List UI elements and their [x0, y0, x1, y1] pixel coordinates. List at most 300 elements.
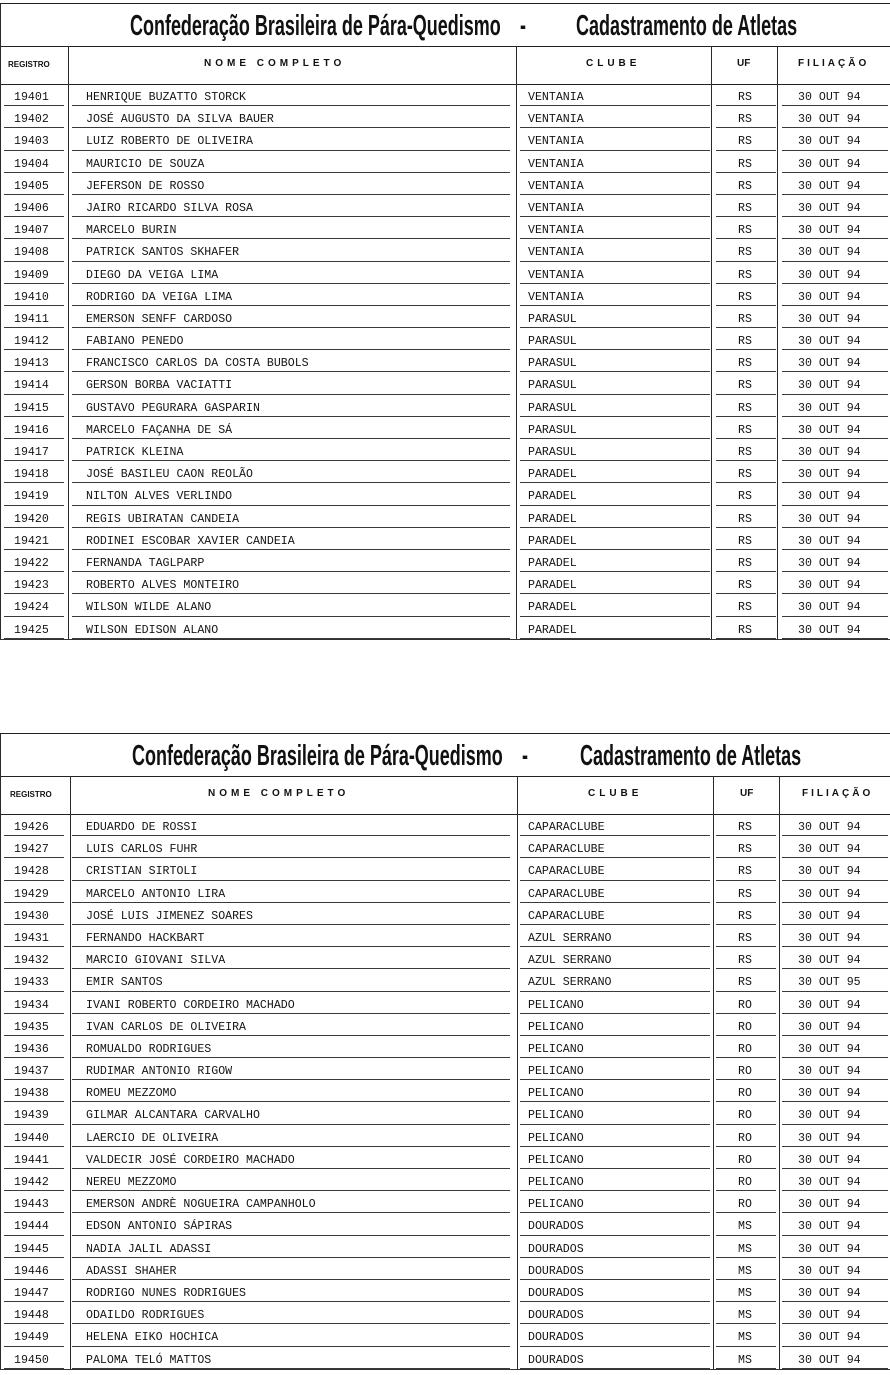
athlete-row: [0, 1213, 890, 1235]
cell-uf: RS: [716, 217, 776, 239]
cell-filiacao: 30 OUT 94: [782, 1324, 888, 1346]
cell-clube: DOURADOS: [520, 1324, 710, 1346]
title-section: Cadastramento de Atletas: [580, 740, 802, 772]
cell-uf: RO: [716, 1036, 776, 1058]
athlete-row: [0, 195, 890, 217]
cell-clube: PARADEL: [520, 461, 710, 483]
cell-registro: 19409: [4, 262, 64, 284]
cell-filiacao: 30 OUT 94: [782, 1102, 888, 1124]
cell-registro: 19420: [4, 506, 64, 528]
cell-registro: 19416: [4, 417, 64, 439]
athlete-row: [0, 439, 890, 461]
cell-filiacao: 30 OUT 94: [782, 1058, 888, 1080]
cell-nome: EMERSON ANDRÈ NOGUEIRA CAMPANHOLO: [72, 1191, 510, 1213]
cell-uf: RO: [716, 1125, 776, 1147]
cell-nome: ODAILDO RODRIGUES: [72, 1302, 510, 1324]
header-nome: NOME COMPLETO: [208, 788, 350, 799]
cell-clube: PARADEL: [520, 528, 710, 550]
cell-nome: JOSÉ LUIS JIMENEZ SOARES: [72, 903, 510, 925]
cell-filiacao: 30 OUT 94: [782, 925, 888, 947]
cell-uf: RO: [716, 1014, 776, 1036]
cell-nome: MARCIO GIOVANI SILVA: [72, 947, 510, 969]
cell-clube: PARASUL: [520, 439, 710, 461]
cell-uf: MS: [716, 1213, 776, 1235]
cell-filiacao: 30 OUT 94: [782, 858, 888, 880]
cell-registro: 19429: [4, 881, 64, 903]
athlete-row: [0, 284, 890, 306]
cell-registro: 19436: [4, 1036, 64, 1058]
cell-clube: PARADEL: [520, 594, 710, 616]
cell-registro: 19414: [4, 372, 64, 394]
cell-uf: RO: [716, 1058, 776, 1080]
cell-filiacao: 30 OUT 94: [782, 284, 888, 306]
athlete-row: [0, 528, 890, 550]
cell-uf: RS: [716, 506, 776, 528]
cell-clube: PARASUL: [520, 328, 710, 350]
cell-filiacao: 30 OUT 94: [782, 483, 888, 505]
cell-registro: 19442: [4, 1169, 64, 1191]
cell-nome: LAERCIO DE OLIVEIRA: [72, 1125, 510, 1147]
cell-filiacao: 30 OUT 94: [782, 106, 888, 128]
header-nome: NOME COMPLETO: [204, 58, 346, 69]
cell-registro: 19445: [4, 1236, 64, 1258]
cell-nome: ROBERTO ALVES MONTEIRO: [72, 572, 510, 594]
cell-uf: RO: [716, 1169, 776, 1191]
cell-nome: FERNANDA TAGLPARP: [72, 550, 510, 572]
cell-registro: 19431: [4, 925, 64, 947]
cell-clube: PELICANO: [520, 1102, 710, 1124]
cell-filiacao: 30 OUT 94: [782, 1147, 888, 1169]
cell-uf: MS: [716, 1236, 776, 1258]
cell-registro: 19423: [4, 572, 64, 594]
cell-filiacao: 30 OUT 94: [782, 372, 888, 394]
cell-uf: RS: [716, 239, 776, 261]
cell-uf: RS: [716, 306, 776, 328]
cell-nome: JAIRO RICARDO SILVA ROSA: [72, 195, 510, 217]
cell-uf: RO: [716, 1191, 776, 1213]
cell-nome: GERSON BORBA VACIATTI: [72, 372, 510, 394]
athlete-row: [0, 858, 890, 880]
cell-uf: RS: [716, 925, 776, 947]
column-headers: [0, 776, 890, 815]
cell-uf: RS: [716, 173, 776, 195]
cell-filiacao: 30 OUT 94: [782, 506, 888, 528]
cell-filiacao: 30 OUT 94: [782, 173, 888, 195]
title-organization: Confederação Brasileira de Pára-Quedismo: [132, 740, 503, 772]
athlete-row: [0, 461, 890, 483]
athlete-row: [0, 1036, 890, 1058]
cell-nome: PATRICK KLEINA: [72, 439, 510, 461]
cell-registro: 19418: [4, 461, 64, 483]
cell-nome: RUDIMAR ANTONIO RIGOW: [72, 1058, 510, 1080]
title-section: Cadastramento de Atletas: [576, 10, 798, 42]
cell-registro: 19406: [4, 195, 64, 217]
cell-filiacao: 30 OUT 94: [782, 903, 888, 925]
cell-uf: RS: [716, 881, 776, 903]
cell-uf: RS: [716, 947, 776, 969]
registration-sheet-2: [0, 733, 890, 1370]
cell-filiacao: 30 OUT 94: [782, 1280, 888, 1302]
athlete-row: [0, 306, 890, 328]
cell-clube: CAPARACLUBE: [520, 881, 710, 903]
cell-nome: FERNANDO HACKBART: [72, 925, 510, 947]
cell-nome: REGIS UBIRATAN CANDEIA: [72, 506, 510, 528]
cell-registro: 19432: [4, 947, 64, 969]
cell-nome: JOSÉ BASILEU CAON REOLÃO: [72, 461, 510, 483]
cell-nome: ROMUALDO RODRIGUES: [72, 1036, 510, 1058]
athlete-row: [0, 1102, 890, 1124]
cell-nome: CRISTIAN SIRTOLI: [72, 858, 510, 880]
cell-nome: GILMAR ALCANTARA CARVALHO: [72, 1102, 510, 1124]
athlete-row: [0, 417, 890, 439]
athlete-row: [0, 1324, 890, 1346]
cell-registro: 19422: [4, 550, 64, 572]
cell-nome: VALDECIR JOSÉ CORDEIRO MACHADO: [72, 1147, 510, 1169]
cell-uf: RS: [716, 572, 776, 594]
athlete-row: [0, 594, 890, 616]
cell-clube: CAPARACLUBE: [520, 814, 710, 836]
cell-uf: RS: [716, 461, 776, 483]
cell-nome: EMERSON SENFF CARDOSO: [72, 306, 510, 328]
cell-registro: 19437: [4, 1058, 64, 1080]
cell-nome: FRANCISCO CARLOS DA COSTA BUBOLS: [72, 350, 510, 372]
cell-clube: VENTANIA: [520, 106, 710, 128]
cell-filiacao: 30 OUT 94: [782, 306, 888, 328]
cell-filiacao: 30 OUT 94: [782, 836, 888, 858]
cell-clube: VENTANIA: [520, 217, 710, 239]
cell-nome: WILSON EDISON ALANO: [72, 617, 510, 639]
cell-uf: MS: [716, 1347, 776, 1369]
cell-uf: RS: [716, 195, 776, 217]
cell-filiacao: 30 OUT 94: [782, 239, 888, 261]
athlete-row: [0, 483, 890, 505]
cell-clube: VENTANIA: [520, 284, 710, 306]
cell-filiacao: 30 OUT 94: [782, 528, 888, 550]
cell-registro: 19444: [4, 1213, 64, 1235]
cell-filiacao: 30 OUT 94: [782, 1014, 888, 1036]
athlete-row: [0, 1191, 890, 1213]
cell-registro: 19426: [4, 814, 64, 836]
cell-clube: CAPARACLUBE: [520, 903, 710, 925]
cell-nome: ADASSI SHAHER: [72, 1258, 510, 1280]
cell-uf: RS: [716, 284, 776, 306]
athlete-row: [0, 1347, 890, 1369]
cell-clube: PELICANO: [520, 1014, 710, 1036]
cell-clube: VENTANIA: [520, 173, 710, 195]
cell-filiacao: 30 OUT 94: [782, 350, 888, 372]
cell-registro: 19415: [4, 395, 64, 417]
cell-registro: 19402: [4, 106, 64, 128]
athlete-row: [0, 239, 890, 261]
athlete-row: [0, 1302, 890, 1324]
cell-clube: DOURADOS: [520, 1280, 710, 1302]
cell-filiacao: 30 OUT 95: [782, 969, 888, 991]
cell-clube: AZUL SERRANO: [520, 925, 710, 947]
cell-filiacao: 30 OUT 94: [782, 947, 888, 969]
cell-nome: IVANI ROBERTO CORDEIRO MACHADO: [72, 992, 510, 1014]
cell-registro: 19447: [4, 1280, 64, 1302]
athlete-row: [0, 372, 890, 394]
cell-registro: 19401: [4, 84, 64, 106]
cell-nome: EDUARDO DE ROSSI: [72, 814, 510, 836]
cell-nome: HENRIQUE BUZATTO STORCK: [72, 84, 510, 106]
cell-nome: NEREU MEZZOMO: [72, 1169, 510, 1191]
cell-uf: RS: [716, 350, 776, 372]
column-headers: [0, 46, 890, 85]
cell-nome: IVAN CARLOS DE OLIVEIRA: [72, 1014, 510, 1036]
athlete-row: [0, 395, 890, 417]
title-organization: Confederação Brasileira de Pára-Quedismo: [130, 10, 501, 42]
cell-clube: CAPARACLUBE: [520, 836, 710, 858]
cell-nome: LUIS CARLOS FUHR: [72, 836, 510, 858]
athlete-row: [0, 84, 890, 106]
cell-clube: PELICANO: [520, 1080, 710, 1102]
cell-registro: 19412: [4, 328, 64, 350]
cell-registro: 19410: [4, 284, 64, 306]
cell-registro: 19446: [4, 1258, 64, 1280]
cell-clube: DOURADOS: [520, 1213, 710, 1235]
cell-registro: 19450: [4, 1347, 64, 1369]
cell-filiacao: 30 OUT 94: [782, 195, 888, 217]
cell-uf: RS: [716, 106, 776, 128]
cell-clube: PELICANO: [520, 1036, 710, 1058]
cell-uf: RS: [716, 128, 776, 150]
cell-filiacao: 30 OUT 94: [782, 1191, 888, 1213]
cell-uf: RO: [716, 1102, 776, 1124]
athlete-row: [0, 1080, 890, 1102]
cell-filiacao: 30 OUT 94: [782, 262, 888, 284]
cell-nome: GUSTAVO PEGURARA GASPARIN: [72, 395, 510, 417]
cell-registro: 19413: [4, 350, 64, 372]
cell-nome: EMIR SANTOS: [72, 969, 510, 991]
cell-registro: 19405: [4, 173, 64, 195]
cell-filiacao: 30 OUT 94: [782, 1236, 888, 1258]
cell-clube: VENTANIA: [520, 239, 710, 261]
cell-filiacao: 30 OUT 94: [782, 1036, 888, 1058]
cell-clube: VENTANIA: [520, 262, 710, 284]
registration-sheet-1: [0, 3, 890, 640]
header-clube: CLUBE: [586, 58, 641, 69]
cell-registro: 19411: [4, 306, 64, 328]
cell-clube: VENTANIA: [520, 151, 710, 173]
athlete-row: [0, 1014, 890, 1036]
cell-clube: PARASUL: [520, 350, 710, 372]
cell-uf: MS: [716, 1324, 776, 1346]
cell-nome: PALOMA TELÓ MATTOS: [72, 1347, 510, 1369]
cell-registro: 19428: [4, 858, 64, 880]
cell-uf: RS: [716, 262, 776, 284]
cell-clube: PARADEL: [520, 572, 710, 594]
cell-clube: AZUL SERRANO: [520, 947, 710, 969]
cell-uf: RS: [716, 528, 776, 550]
cell-clube: PELICANO: [520, 1125, 710, 1147]
cell-nome: RODRIGO DA VEIGA LIMA: [72, 284, 510, 306]
cell-nome: WILSON WILDE ALANO: [72, 594, 510, 616]
athlete-row: [0, 881, 890, 903]
cell-nome: NADIA JALIL ADASSI: [72, 1236, 510, 1258]
cell-registro: 19425: [4, 617, 64, 639]
athlete-row: [0, 550, 890, 572]
cell-registro: 19434: [4, 992, 64, 1014]
cell-registro: 19430: [4, 903, 64, 925]
athlete-row: [0, 217, 890, 239]
cell-filiacao: 30 OUT 94: [782, 1080, 888, 1102]
cell-registro: 19424: [4, 594, 64, 616]
sheet-title: [0, 4, 890, 47]
cell-nome: RODRIGO NUNES RODRIGUES: [72, 1280, 510, 1302]
cell-nome: ROMEU MEZZOMO: [72, 1080, 510, 1102]
cell-uf: RS: [716, 483, 776, 505]
cell-registro: 19439: [4, 1102, 64, 1124]
athlete-row: [0, 1280, 890, 1302]
cell-filiacao: 30 OUT 94: [782, 84, 888, 106]
athlete-row: [0, 506, 890, 528]
cell-uf: RS: [716, 328, 776, 350]
cell-uf: RO: [716, 1080, 776, 1102]
athlete-row: [0, 151, 890, 173]
cell-registro: 19404: [4, 151, 64, 173]
athlete-row: [0, 925, 890, 947]
cell-filiacao: 30 OUT 94: [782, 550, 888, 572]
cell-clube: PARASUL: [520, 395, 710, 417]
cell-clube: PELICANO: [520, 1147, 710, 1169]
cell-clube: PARASUL: [520, 417, 710, 439]
cell-filiacao: 30 OUT 94: [782, 395, 888, 417]
cell-clube: PELICANO: [520, 992, 710, 1014]
cell-nome: MARCELO FAÇANHA DE SÁ: [72, 417, 510, 439]
cell-clube: PARASUL: [520, 306, 710, 328]
cell-clube: VENTANIA: [520, 128, 710, 150]
cell-filiacao: 30 OUT 94: [782, 1169, 888, 1191]
cell-nome: NILTON ALVES VERLINDO: [72, 483, 510, 505]
athlete-row: [0, 328, 890, 350]
header-uf: UF: [737, 58, 751, 69]
athlete-row: [0, 836, 890, 858]
cell-filiacao: 30 OUT 94: [782, 1302, 888, 1324]
cell-registro: 19435: [4, 1014, 64, 1036]
cell-uf: RS: [716, 836, 776, 858]
title-dash: -: [522, 740, 528, 772]
cell-registro: 19421: [4, 528, 64, 550]
cell-filiacao: 30 OUT 94: [782, 461, 888, 483]
cell-clube: DOURADOS: [520, 1258, 710, 1280]
cell-nome: MARCELO ANTONIO LIRA: [72, 881, 510, 903]
cell-uf: RS: [716, 439, 776, 461]
athlete-row: [0, 128, 890, 150]
athlete-row: [0, 106, 890, 128]
cell-registro: 19443: [4, 1191, 64, 1213]
athlete-row: [0, 1258, 890, 1280]
cell-uf: RS: [716, 594, 776, 616]
cell-uf: RO: [716, 1147, 776, 1169]
cell-filiacao: 30 OUT 94: [782, 151, 888, 173]
cell-registro: 19438: [4, 1080, 64, 1102]
cell-filiacao: 30 OUT 94: [782, 328, 888, 350]
cell-nome: HELENA EIKO HOCHICA: [72, 1324, 510, 1346]
cell-uf: MS: [716, 1280, 776, 1302]
cell-filiacao: 30 OUT 94: [782, 1347, 888, 1369]
athlete-row: [0, 1058, 890, 1080]
cell-uf: RS: [716, 417, 776, 439]
cell-registro: 19433: [4, 969, 64, 991]
cell-clube: PELICANO: [520, 1191, 710, 1213]
header-uf: UF: [740, 788, 754, 799]
cell-nome: LUIZ ROBERTO DE OLIVEIRA: [72, 128, 510, 150]
cell-uf: RS: [716, 617, 776, 639]
title-dash: -: [520, 10, 526, 42]
cell-registro: 19408: [4, 239, 64, 261]
athlete-row: [0, 1147, 890, 1169]
cell-filiacao: 30 OUT 94: [782, 617, 888, 639]
cell-clube: VENTANIA: [520, 195, 710, 217]
sheet-title: [0, 734, 890, 777]
athlete-row: [0, 947, 890, 969]
cell-uf: RS: [716, 858, 776, 880]
header-filiacao: FILIAÇÃO: [798, 58, 870, 69]
header-registro: REGISTRO: [8, 60, 50, 69]
cell-clube: VENTANIA: [520, 84, 710, 106]
cell-clube: DOURADOS: [520, 1236, 710, 1258]
athlete-row: [0, 1169, 890, 1191]
cell-nome: JOSÉ AUGUSTO DA SILVA BAUER: [72, 106, 510, 128]
cell-clube: PARADEL: [520, 617, 710, 639]
cell-nome: MARCELO BURIN: [72, 217, 510, 239]
cell-filiacao: 30 OUT 94: [782, 1258, 888, 1280]
cell-uf: RO: [716, 992, 776, 1014]
cell-filiacao: 30 OUT 94: [782, 992, 888, 1014]
cell-registro: 19448: [4, 1302, 64, 1324]
athlete-row: [0, 903, 890, 925]
cell-filiacao: 30 OUT 94: [782, 1213, 888, 1235]
cell-clube: PELICANO: [520, 1058, 710, 1080]
cell-uf: RS: [716, 969, 776, 991]
athlete-row: [0, 572, 890, 594]
athlete-row: [0, 617, 890, 639]
cell-filiacao: 30 OUT 94: [782, 217, 888, 239]
cell-registro: 19407: [4, 217, 64, 239]
cell-nome: FABIANO PENEDO: [72, 328, 510, 350]
cell-clube: CAPARACLUBE: [520, 858, 710, 880]
cell-nome: JEFERSON DE ROSSO: [72, 173, 510, 195]
cell-clube: DOURADOS: [520, 1347, 710, 1369]
cell-uf: MS: [716, 1258, 776, 1280]
cell-filiacao: 30 OUT 94: [782, 881, 888, 903]
cell-uf: MS: [716, 1302, 776, 1324]
cell-clube: AZUL SERRANO: [520, 969, 710, 991]
cell-uf: RS: [716, 151, 776, 173]
cell-clube: PARASUL: [520, 372, 710, 394]
athlete-row: [0, 992, 890, 1014]
cell-registro: 19427: [4, 836, 64, 858]
athlete-table-body: [0, 84, 890, 639]
athlete-row: [0, 1236, 890, 1258]
cell-filiacao: 30 OUT 94: [782, 128, 888, 150]
cell-nome: PATRICK SANTOS SKHAFER: [72, 239, 510, 261]
header-registro: REGISTRO: [10, 790, 52, 799]
cell-registro: 19440: [4, 1125, 64, 1147]
cell-filiacao: 30 OUT 94: [782, 439, 888, 461]
cell-clube: DOURADOS: [520, 1302, 710, 1324]
header-clube: CLUBE: [588, 788, 643, 799]
cell-uf: RS: [716, 550, 776, 572]
cell-filiacao: 30 OUT 94: [782, 594, 888, 616]
cell-clube: PARADEL: [520, 506, 710, 528]
cell-filiacao: 30 OUT 94: [782, 814, 888, 836]
athlete-row: [0, 350, 890, 372]
cell-uf: RS: [716, 395, 776, 417]
cell-registro: 19417: [4, 439, 64, 461]
cell-filiacao: 30 OUT 94: [782, 417, 888, 439]
